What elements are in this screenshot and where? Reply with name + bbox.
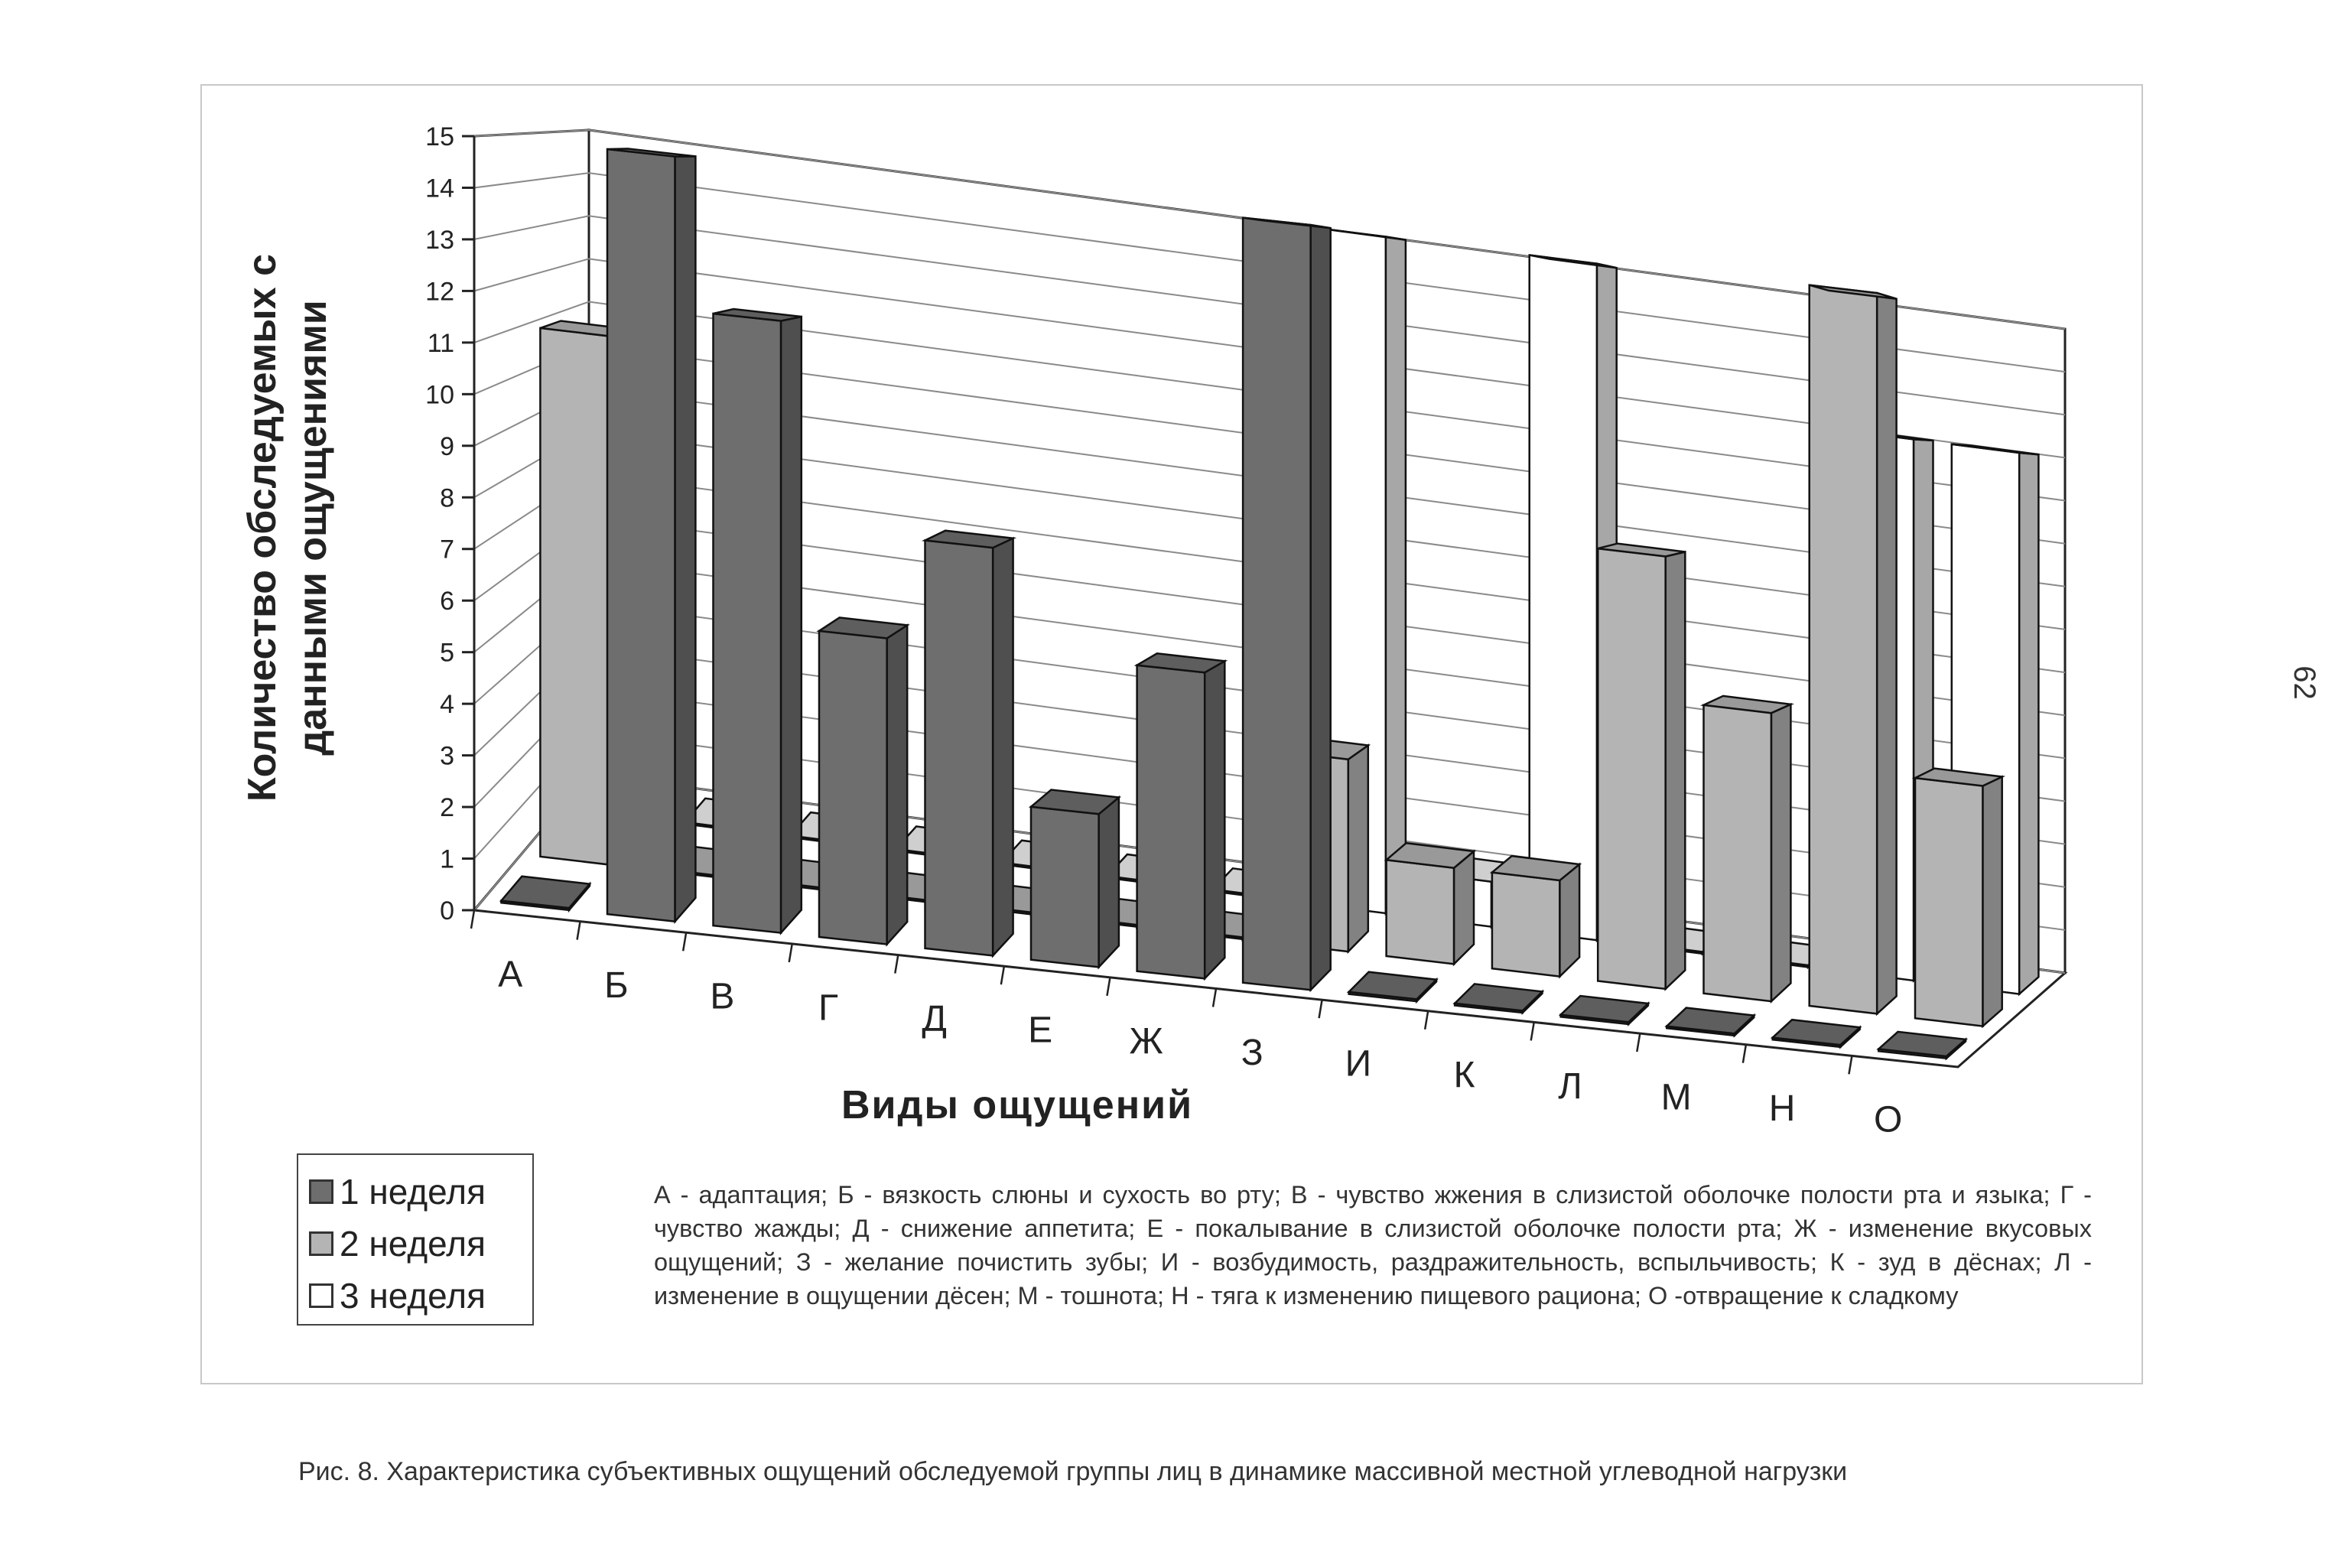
legend-swatch-week3 [309,1283,333,1308]
bar-1-Д [925,531,1013,956]
bar-1-З [1243,218,1331,991]
legend-item-week3 [309,1270,532,1322]
x-label-Л: Л [1558,1065,1582,1107]
legend-swatch-week1 [309,1179,333,1204]
ytick-label-11: 11 [427,328,454,358]
x-label-Г: Г [818,987,838,1029]
category-notes: А - адаптация; Б - вязкость слюны и сухость во рту; В - чувство жжения в слизистой оболочке полости рта и языка; Г - чувство жажды; Д - снижение аппетита; Е - покалывание в слизистой оболочке полости рта; Ж - изменение вкусовых ощущений; З - желание почистить зубы; И - возбудимость, раздражительность, вспыльчивость; К - зуд в дёснах; Л - изменение в ощущении дёсен; М - тошнота; Н - тяга к изменению пищевого рациона; О -отвращение к сладкому [654,1181,2092,1309]
ytick-label-0: 0 [440,896,454,926]
x-axis-title: Виды ощущений [841,1083,1194,1127]
bar-1-Б [607,148,695,921]
bar-2-И [1387,843,1474,964]
bar-1-Е [1031,790,1119,968]
legend-label-week1: 1 неделя [340,1172,486,1212]
legend [297,1153,534,1326]
y-axis-title-line2: данными ощущениями [291,300,335,756]
bar-1-Г [819,617,907,944]
ytick-label-5: 5 [440,638,454,668]
legend-item-week1 [309,1166,532,1218]
x-label-З: З [1241,1032,1263,1073]
x-label-Б: Б [604,965,629,1006]
ytick-label-7: 7 [440,535,454,564]
ytick-label-3: 3 [440,741,454,771]
ytick-label-2: 2 [440,793,454,823]
ytick-label-6: 6 [440,587,454,616]
y-axis-title-line1: Количество обследуемых с [240,253,285,802]
legend-label-week2: 2 неделя [340,1224,486,1264]
x-label-О: О [1874,1099,1903,1140]
ytick-label-13: 13 [425,225,454,255]
x-label-Д: Д [922,998,947,1039]
x-label-Е: Е [1028,1010,1053,1051]
bar-2-М [1704,696,1791,1001]
x-label-К: К [1453,1055,1475,1096]
x-label-Н: Н [1768,1088,1796,1130]
ytick-label-4: 4 [440,690,454,720]
figure-caption: Рис. 8. Характеристика субъективных ощущений обследуемой группы лиц в динамике массивной местной углеводной нагрузки [298,1457,1848,1486]
ytick-label-10: 10 [425,380,454,410]
legend-swatch-week2 [309,1231,333,1256]
legend-label-week3: 3 неделя [340,1276,486,1316]
page-number: 62 [2287,665,2321,700]
bar-2-Н [1810,285,1897,1014]
ytick-label-1: 1 [440,844,454,874]
bar-2-К [1492,856,1579,977]
x-label-М: М [1660,1077,1692,1118]
ytick-label-9: 9 [440,431,454,461]
x-label-Ж: Ж [1129,1021,1163,1062]
bar-1-В [714,309,802,933]
x-label-В: В [710,976,735,1017]
x-label-А: А [498,954,523,995]
legend-item-week2 [309,1218,532,1270]
bar-2-О [1915,769,2002,1026]
ytick-label-12: 12 [425,277,454,307]
ytick-label-8: 8 [440,483,454,513]
ytick-label-15: 15 [425,122,454,151]
x-label-И: И [1345,1043,1372,1085]
bar-1-Ж [1137,653,1225,978]
ytick-label-14: 14 [425,174,454,203]
bar-2-Л [1598,544,1685,989]
